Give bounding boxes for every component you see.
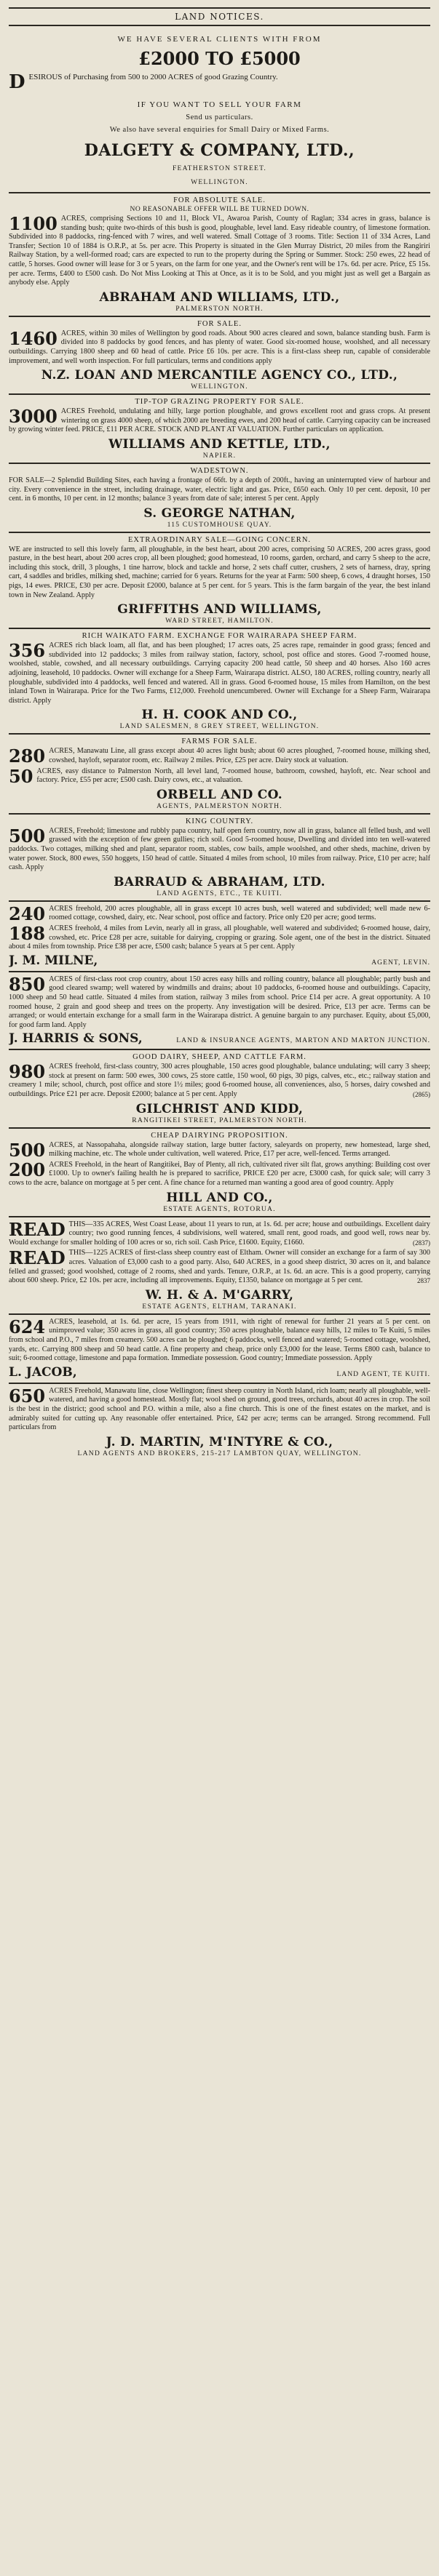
ad-reference-number: 2837 (417, 1277, 430, 1285)
ad-heading: CHEAP DAIRYING PROPOSITION. (151, 1131, 288, 1140)
ad-text: THIS—1225 ACRES of first-class sheep country east of Eltham. Owner will consider an exchange for a farm of say 300 acres. Valuation of £3,000 cash to a good party. Also, 640 ACRES, in a good sheep district, 30 acres on it, and balance felled and grassed; good woolshed, cottage of 2 rooms, shed and yards. Tenure, O.R.P., at 1s. 6d. an acre. This is a good property, carrying about 600 sheep. Price, £2 10s. per acre, including all improvements. Equity, £1350, balance on mortgage at 5 per cent. (9, 1249, 430, 1285)
ad-agent: J. HARRIS & SONS, (9, 1031, 143, 1047)
ad-heading: FOR ABSOLUTE SALE. (173, 196, 266, 204)
ad-drop-figure: 850 (9, 973, 46, 995)
header-rule (9, 25, 430, 26)
ad-body (9, 827, 430, 873)
ad-agent: GRIFFITHS AND WILLIAMS, (117, 602, 322, 617)
ad-body (9, 1387, 430, 1433)
ad-divider (9, 1313, 430, 1315)
ad-text: ACRES, comprising Sections 10 and 11, Block VI., Awaroa Parish, County of Raglan; 334 acres in grass, balance is standing bush; quite two-thirds of this bush is good, ploughable, level land. Easy rideable country, of limestone formation. Subdivided into 8 paddocks, ring-fenced with 7 wires, and well watered. Small Cottage of 3 rooms. Title: Section 11 of 334 Acres, Land Transfer; Section 10 of 1884 is O.R.P., at 5s. per acre. This Property is situated in the Glen Murray District, 20 miles from the Rangiriri Railway Station, by a well-formed road; cars are expected to run to the property during the Spring or Summer. Stock: 250 ewes, 22 head of cattle, 5 horses. Good owner will lease for 3 or 5 years, on the farm for one year, and the Owner's rent will be 17s. 6d. per acre. Price, £5 15s. per acre. Terms, £400 to £500 cash. Do Not Miss Looking at This at Once, as it is to be Sold, and you might just as well get a Bargain as anybody else. Apply (9, 215, 430, 287)
ad-body (9, 924, 430, 952)
classified-ad (9, 813, 430, 897)
classified-ad (9, 1127, 430, 1213)
dalgety-intro: WE HAVE SEVERAL CLIENTS WITH FROM (117, 35, 322, 44)
ad-drop-figure: 356 (9, 640, 46, 662)
ad-body (9, 215, 430, 288)
ad-drop-figure: 500 (9, 1139, 46, 1161)
ad-drop-figure: 3000 (9, 406, 58, 428)
ad-text: WE are instructed to sell this lovely farm, all ploughable, in the best heart, about 200 acres, comprising 50 ACRES, 200 acres grass, good pasture, in the best heart, about 200 acres crop, all been ploughed; good homestead, 10 rooms, garden, orchard, and carry 5 sheep to the acre, including this stock, drill, 3 ploughs, 1 tine harrow, block and tackle and horse, 2 sets chaff cutter, crushers, 2 sets of harness, dray, spring cart, 4 saddles and bridles, milking shed, machine; carried for 6 years. Returns for the year at Farm: 500 sheep, 6 cows, 4 draught horses, 150 pigs, 14 ewes. PRICE, £30 per acre. Deposit £2000, balance at 5 per cent. for 5 years. This is the farm bargain of the year, the best inland town in New Zealand. Apply (9, 545, 430, 599)
ad-text: ACRES Freehold, undulating and hilly, large portion ploughable, and grows excellent root and grass crops. At present wintering on grass 4000 sheep, of which 2000 are breeding ewes, and 200 head of cattle. Carrying capacity can be increased by growing winter feed. PRICE, £11 PER ACRE. STOCK AND PLANT AT VALUATION. Further particulars on application. (9, 407, 430, 434)
dalgety-street: FEATHERSTON STREET. (172, 164, 267, 172)
dalgety-sell-sub: Send us particulars. (186, 113, 253, 121)
ad-drop-figure: 188 (9, 922, 46, 944)
page-header: LAND NOTICES. (175, 12, 264, 22)
ad-text: ACRES freehold, 200 acres ploughable, all in grass except 10 acres bush, well watered and subdivided; well made new 6-roomed cottage, cowshed, dairy, etc. Near school, post office and factory. Price only £20 per acre; good terms. (49, 904, 430, 922)
ad-heading: WADESTOWN. (190, 466, 249, 475)
classified-ad (9, 1216, 430, 1311)
ad-text: ACRES Freehold, Manawatu line, close Wellington; finest sheep country in North Island, rich loam; nearly all ploughable, well-watered, and having a good homestead. Mostly flat; wool shed on ground, good trees, orchards, about 40 acres in crop. The soil is the best in the district; good school and P.O. within a mile, also a fine church. This is one of the finest estates on the market, and is admirably suited for cutting up. Any reasonable offer entertained. Price, £42 per acre; terms can be arranged. Strong recommend. Full particulars from (9, 1386, 430, 1432)
ad-heading: FARMS FOR SALE. (181, 737, 258, 746)
ad-divider (9, 1216, 430, 1217)
ad-body (9, 1161, 430, 1188)
ad-drop-figure: READ (9, 1247, 66, 1269)
ad-drop-figure: 500 (9, 825, 46, 847)
ad-address: ESTATE AGENTS, ELTHAM, TARANAKI. (142, 1302, 297, 1311)
top-rule (9, 7, 430, 9)
ad-divider (9, 463, 430, 464)
ad-body (9, 1141, 430, 1159)
classified-ad (9, 1049, 430, 1124)
dalgety-desire-text: ESIROUS of Purchasing from 500 to 2000 ACRES of good Grazing Country. (28, 73, 278, 81)
dalgety-range: £2000 TO £5000 (138, 48, 301, 69)
ad-agent-tag: LAND & INSURANCE AGENTS, MARTON AND MARTON JUNCTION. (176, 1036, 430, 1045)
ad-body (9, 1220, 430, 1248)
ad-agent: GILCHRIST AND KIDD, (135, 1101, 304, 1116)
ad-drop-figure: 650 (9, 1385, 46, 1407)
ad-address: NAPIER. (202, 451, 237, 460)
ad-body (9, 905, 430, 923)
ad-address: LAND AGENTS, ETC., TE KUITI. (157, 889, 282, 897)
dalgety-enquiries: We also have several enquiries for Small Dairy or Mixed Farms. (109, 126, 330, 134)
classified-ad (9, 900, 430, 968)
ad-divider (9, 316, 430, 317)
ad-text: ACRES rich black loam, all flat, and has been ploughed; 17 acres oats, 25 acres rape, remainder in good grass; fenced and subdivided into 12 paddocks; 3 miles from railway station, factory, school, post office and stores. Good 7-roomed house, woolshed, stable, cowshed, and all necessary outbuildings. Carrying capacity 200 head cattle, 50 sheep and 40 horses. Also 160 acres adjoining, leasehold, 10 paddocks. Owner will exchange for a Sheep Farm, Wairarapa district. ALSO, 180 ACRES, rolling country, nearly all ploughable, subdivided into 4 paddocks, well fenced and watered. All in grass. Good 6-roomed house, 15 miles from Hamilton, on the best inland Town in Wairarapa. Price for the Two Farms, £12,000. Freehold unencumbered. Owner will Exchange for a Sheep Farm, Wairarapa district. Apply (9, 641, 430, 705)
land-notices-page (9, 4, 430, 2564)
ad-agent-row (9, 953, 430, 968)
classified-ad (9, 733, 430, 809)
ad-text: ACRES, easy distance to Palmerston North, all level land, 7-roomed house, bathroom, cowshed, hayloft, etc. Near school and factory. Price, £55 per acre; £500 cash. Dairy cows, etc., at valuation. (36, 767, 430, 785)
ad-drop-figure: READ (9, 1218, 66, 1240)
ad-divider (9, 733, 430, 735)
ad-agent-tag: AGENT, LEVIN. (371, 958, 430, 967)
ad-body (9, 1063, 430, 1099)
ad-agent: WILLIAMS AND KETTLE, LTD., (108, 436, 331, 452)
ad-agent: H. H. COOK AND CO., (141, 708, 298, 723)
ad-agent-row (9, 1365, 430, 1380)
ad-body (9, 975, 430, 1031)
ad-text: ACRES Freehold, in the heart of Rangitikei, Bay of Plenty, all rich, cultivated river silt flat, grows anything: Building cost over £1000. Up to owner's failing health he is prepared to sacrifice, PRICE £20 per acre, £3000 cash, for quick sale; will carry 3 cows to the acre, balance on mortgage at 5 per cent. A fine chance for a returned man wanting a good area of good country. Apply (9, 1160, 430, 1188)
ad-heading: FOR SALE. (197, 319, 242, 328)
ad-body (9, 476, 430, 504)
ad-divider (9, 628, 430, 629)
ads-list (9, 192, 430, 1457)
dalgety-ad (9, 35, 430, 186)
ad-subheading: NO REASONABLE OFFER WILL BE TURNED DOWN. (130, 206, 309, 213)
ad-agent: N.Z. LOAN AND MERCANTILE AGENCY CO., LTD., (41, 368, 398, 383)
ad-address: LAND AGENTS AND BROKERS, 215-217 LAMBTON QUAY, WELLINGTON. (77, 1449, 362, 1457)
ad-heading: RICH WAIKATO FARM. EXCHANGE FOR WAIRARAPA SHEEP FARM. (82, 632, 357, 641)
ad-body (9, 329, 430, 366)
ad-text: FOR SALE—2 Splendid Building Sites, each having a frontage of 66ft. by a depth of 200ft., having an uninterrupted view of harbour and city. Every convenience in the street, including drainage, water, electric light and gas. Price, £650 each. Only 10 per cent. deposit, 10 per cent. in 6 months, 10 per cent. in 12 months; balance 3 years from date of sale; interest 5 per cent. Apply (9, 476, 430, 503)
ad-body (9, 545, 430, 601)
ad-drop-figure: 200 (9, 1159, 46, 1180)
ad-text: ACRES, within 30 miles of Wellington by good roads. About 900 acres cleared and sown, balance standing bush. Farm is divided into 8 paddocks by good fences, and has plenty of water. Good six-roomed house, woolshed, and all necessary outbuildings. Carrying 1800 sheep and 60 head of cattle. Price £6 10s. per acre. This is a first-class sheep run, capable of considerable improvement, and well worth inspection. For full particulars, terms and conditions apply (9, 329, 430, 365)
ad-divider (9, 971, 430, 972)
ad-reference-number: (2837) (413, 1239, 430, 1247)
ad-text: ACRES freehold, first-class country, 300 acres ploughable, 150 acres good ploughable, balance undulating; will carry 3 sheep; stock at present on farm: 500 ewes, 300 cows, 25 store cattle, 150 wool, 60 pigs, 30 pigs, calves, etc., etc.; railway station and creamery 1 mile; school, church, post office and store 1½ miles; good 6-roomed house, all conveniences, also, 5 horses, dairy cowshed and outbuildings. Price £21 per acre. Deposit £2000; balance at 5 per cent. Apply (9, 1063, 430, 1099)
classified-ad (9, 1383, 430, 1457)
ad-body (9, 1249, 430, 1285)
ad-address: AGENTS, PALMERSTON NORTH. (157, 801, 282, 810)
ad-drop-figure: 980 (9, 1061, 46, 1083)
ad-divider (9, 813, 430, 815)
ad-divider (9, 532, 430, 533)
ad-text: ACRES, Manawatu Line, all grass except about 40 acres light bush; about 60 acres ploughed, 7-roomed house, milking shed, cowshed, hayloft, separator room, etc. Railway 2 miles. Price, £25 per acre. Dairy stock at valuation. (49, 747, 430, 764)
ad-agent: J. D. MARTIN, M'INTYRE & CO., (106, 1434, 333, 1449)
classified-ad (9, 463, 430, 529)
ad-agent: ORBELL AND CO. (157, 787, 282, 802)
ad-address: PALMERSTON NORTH. (175, 304, 264, 313)
ad-heading: TIP-TOP GRAZING PROPERTY FOR SALE. (135, 398, 304, 407)
dalgety-city: WELLINGTON. (191, 178, 248, 186)
classified-ad (9, 393, 430, 460)
classified-ad (9, 316, 430, 391)
ad-heading: KING COUNTRY. (185, 817, 254, 825)
classified-ad (9, 971, 430, 1047)
ad-agent-row (9, 1031, 430, 1046)
ad-divider (9, 1049, 430, 1050)
ad-agent: BARRAUD & ABRAHAM, LTD. (114, 874, 325, 889)
ad-text: ACRES, at Nassopahaha, alongside railway station, large butter factory, saleyards on property, new homestead, large shed, milking machine, etc. The whole under cultivation, well watered. Price, £17 per acre, well-fenced. Terms arranged. (49, 1140, 430, 1159)
ad-body (9, 767, 430, 785)
ad-divider (9, 192, 430, 193)
ad-agent: S. GEORGE NATHAN, (143, 505, 296, 521)
ad-address: 115 CUSTOMHOUSE QUAY. (167, 520, 272, 529)
ad-drop-figure: 1100 (9, 213, 58, 234)
ad-drop-figure: 50 (9, 765, 33, 787)
ad-agent: HILL AND CO., (166, 1190, 273, 1205)
ad-address: LAND SALESMEN, 8 GREY STREET, WELLINGTON. (119, 722, 320, 731)
ad-text: ACRES, Freehold; limestone and rubbly papa country, half open fern country, now all in grass, balance all felled bush, and well grassed with the exception of few green gullies; rich soil. Good 5-roomed house, Dwelling and divided into ten well-watered paddocks. Two cottages, milking shed and plant, separator room, stables, cow bails, ample woolshed, and other sheds, machine, driven by water power. Stock, 800 ewes, 550 hoggets, 150 head of cattle. Situated 4 miles from school, 10 miles from railway. Price, £10 per acre; half cash. Apply (9, 826, 430, 872)
ad-agent: ABRAHAM AND WILLIAMS, LTD., (99, 289, 340, 305)
ad-address: RANGITIKEI STREET, PALMERSTON NORTH. (132, 1116, 307, 1124)
classified-ad (9, 1313, 430, 1380)
ad-drop-figure: 1460 (9, 327, 58, 349)
ad-reference-number: (2865) (413, 1091, 430, 1099)
ad-drop-figure: 624 (9, 1316, 46, 1337)
ad-agent: L. JACOB, (9, 1364, 77, 1380)
classified-ad (9, 192, 430, 313)
ad-text: THIS—335 ACRES, West Coast Lease, about 11 years to run, at 1s. 6d. per acre; house and outbuildings. Excellent dairy country; two good running fences, 4 subdivisions, well watered, small rent, good roads, and good well, rows near by. Would exchange for smaller holding of 100 acres or so, rich soil. Cash Price, £1600. Equity, £1660. (9, 1220, 430, 1247)
ad-text: ACRES of first-class root crop country, about 150 acres easy hills and rolling country, balance all ploughable; partly bush and good cleared swamp; well watered by windmills and drains; about 10 paddocks, 6-roomed house and outbuildings. Capacity, 1000 sheep and 50 head cattle. Situated 4 miles from station, railway 3 miles from school. Price £14 per acre. A great opportunity. A 10 roomed house, 2 grain and good sheep and trees on the property. Any investigation will be desired. Price, £13 per acre. Terms can be arranged; or would entertain exchange for a small farm in the Wairarapa district. A genuine bargain to any purchaser. Equity, about £5,000, for good farm land. Apply (9, 975, 430, 1029)
ad-address: ESTATE AGENTS, ROTORUA. (163, 1204, 276, 1213)
classified-ad (9, 628, 430, 730)
ad-body (9, 747, 430, 765)
ad-divider (9, 393, 430, 395)
ad-divider (9, 1383, 430, 1384)
ad-drop-figure: 280 (9, 745, 46, 767)
classified-ad (9, 532, 430, 625)
ad-agent-tag: LAND AGENT, TE KUITI. (336, 1369, 430, 1378)
ad-body (9, 1318, 430, 1364)
ad-address: WELLINGTON. (191, 383, 248, 391)
ad-divider (9, 1127, 430, 1129)
dalgety-sell-head: IF YOU WANT TO SELL YOUR FARM (137, 100, 302, 109)
dalgety-agent: DALGETY & COMPANY, LTD., (84, 141, 355, 160)
ad-heading: GOOD DAIRY, SHEEP, AND CATTLE FARM. (133, 1053, 306, 1062)
ad-text: ACRES, leasehold, at 1s. 6d. per acre, 15 years from 1911, with right of renewal for further 21 years at 5 per cent. on unimproved value; 350 acres in grass, all good country; 350 acres ploughable, balance easy hills, 12 miles to Te Kuiti, 5 miles from school and P.O., 7 miles from creamery. 500 acres can be ploughed; 6 paddocks, well fenced and watered; 5-roomed cottage, woolshed, yards, etc. Carrying 800 sheep and 50 head cattle. A fine property and cheap, price only £3,000 for the lease. Terms £800 cash, balance to suit; 6-roomed cottage, limestone and papa formation. Immediate possession. Good country; Immediate possession. Apply (9, 1317, 430, 1363)
ad-agent: W. H. & A. M'GARRY, (145, 1287, 294, 1303)
ad-address: WARD STREET, HAMILTON. (165, 617, 274, 625)
ad-text: ACRES freehold, 4 miles from Levin, nearly all in grass, all ploughable, well watered and subdivided; 6-roomed house, dairy, cowshed, etc. Price £28 per acre, suitable for dairying, cropping or grazing. Sole agent, one of the best in the district. Situated about 4 miles from township. Price £38 per acre, £500 cash; balance 5 years at 5 per cent. Apply (9, 924, 430, 951)
ad-divider (9, 900, 430, 902)
ad-drop-figure: 240 (9, 903, 46, 924)
dalgety-desire (9, 72, 430, 92)
ad-agent: J. M. MILNE, (9, 953, 98, 968)
ad-body (9, 407, 430, 435)
ad-body (9, 641, 430, 705)
ad-heading: EXTRAORDINARY SALE—GOING CONCERN. (127, 535, 312, 544)
dalgety-drop-cap: D (9, 71, 25, 93)
